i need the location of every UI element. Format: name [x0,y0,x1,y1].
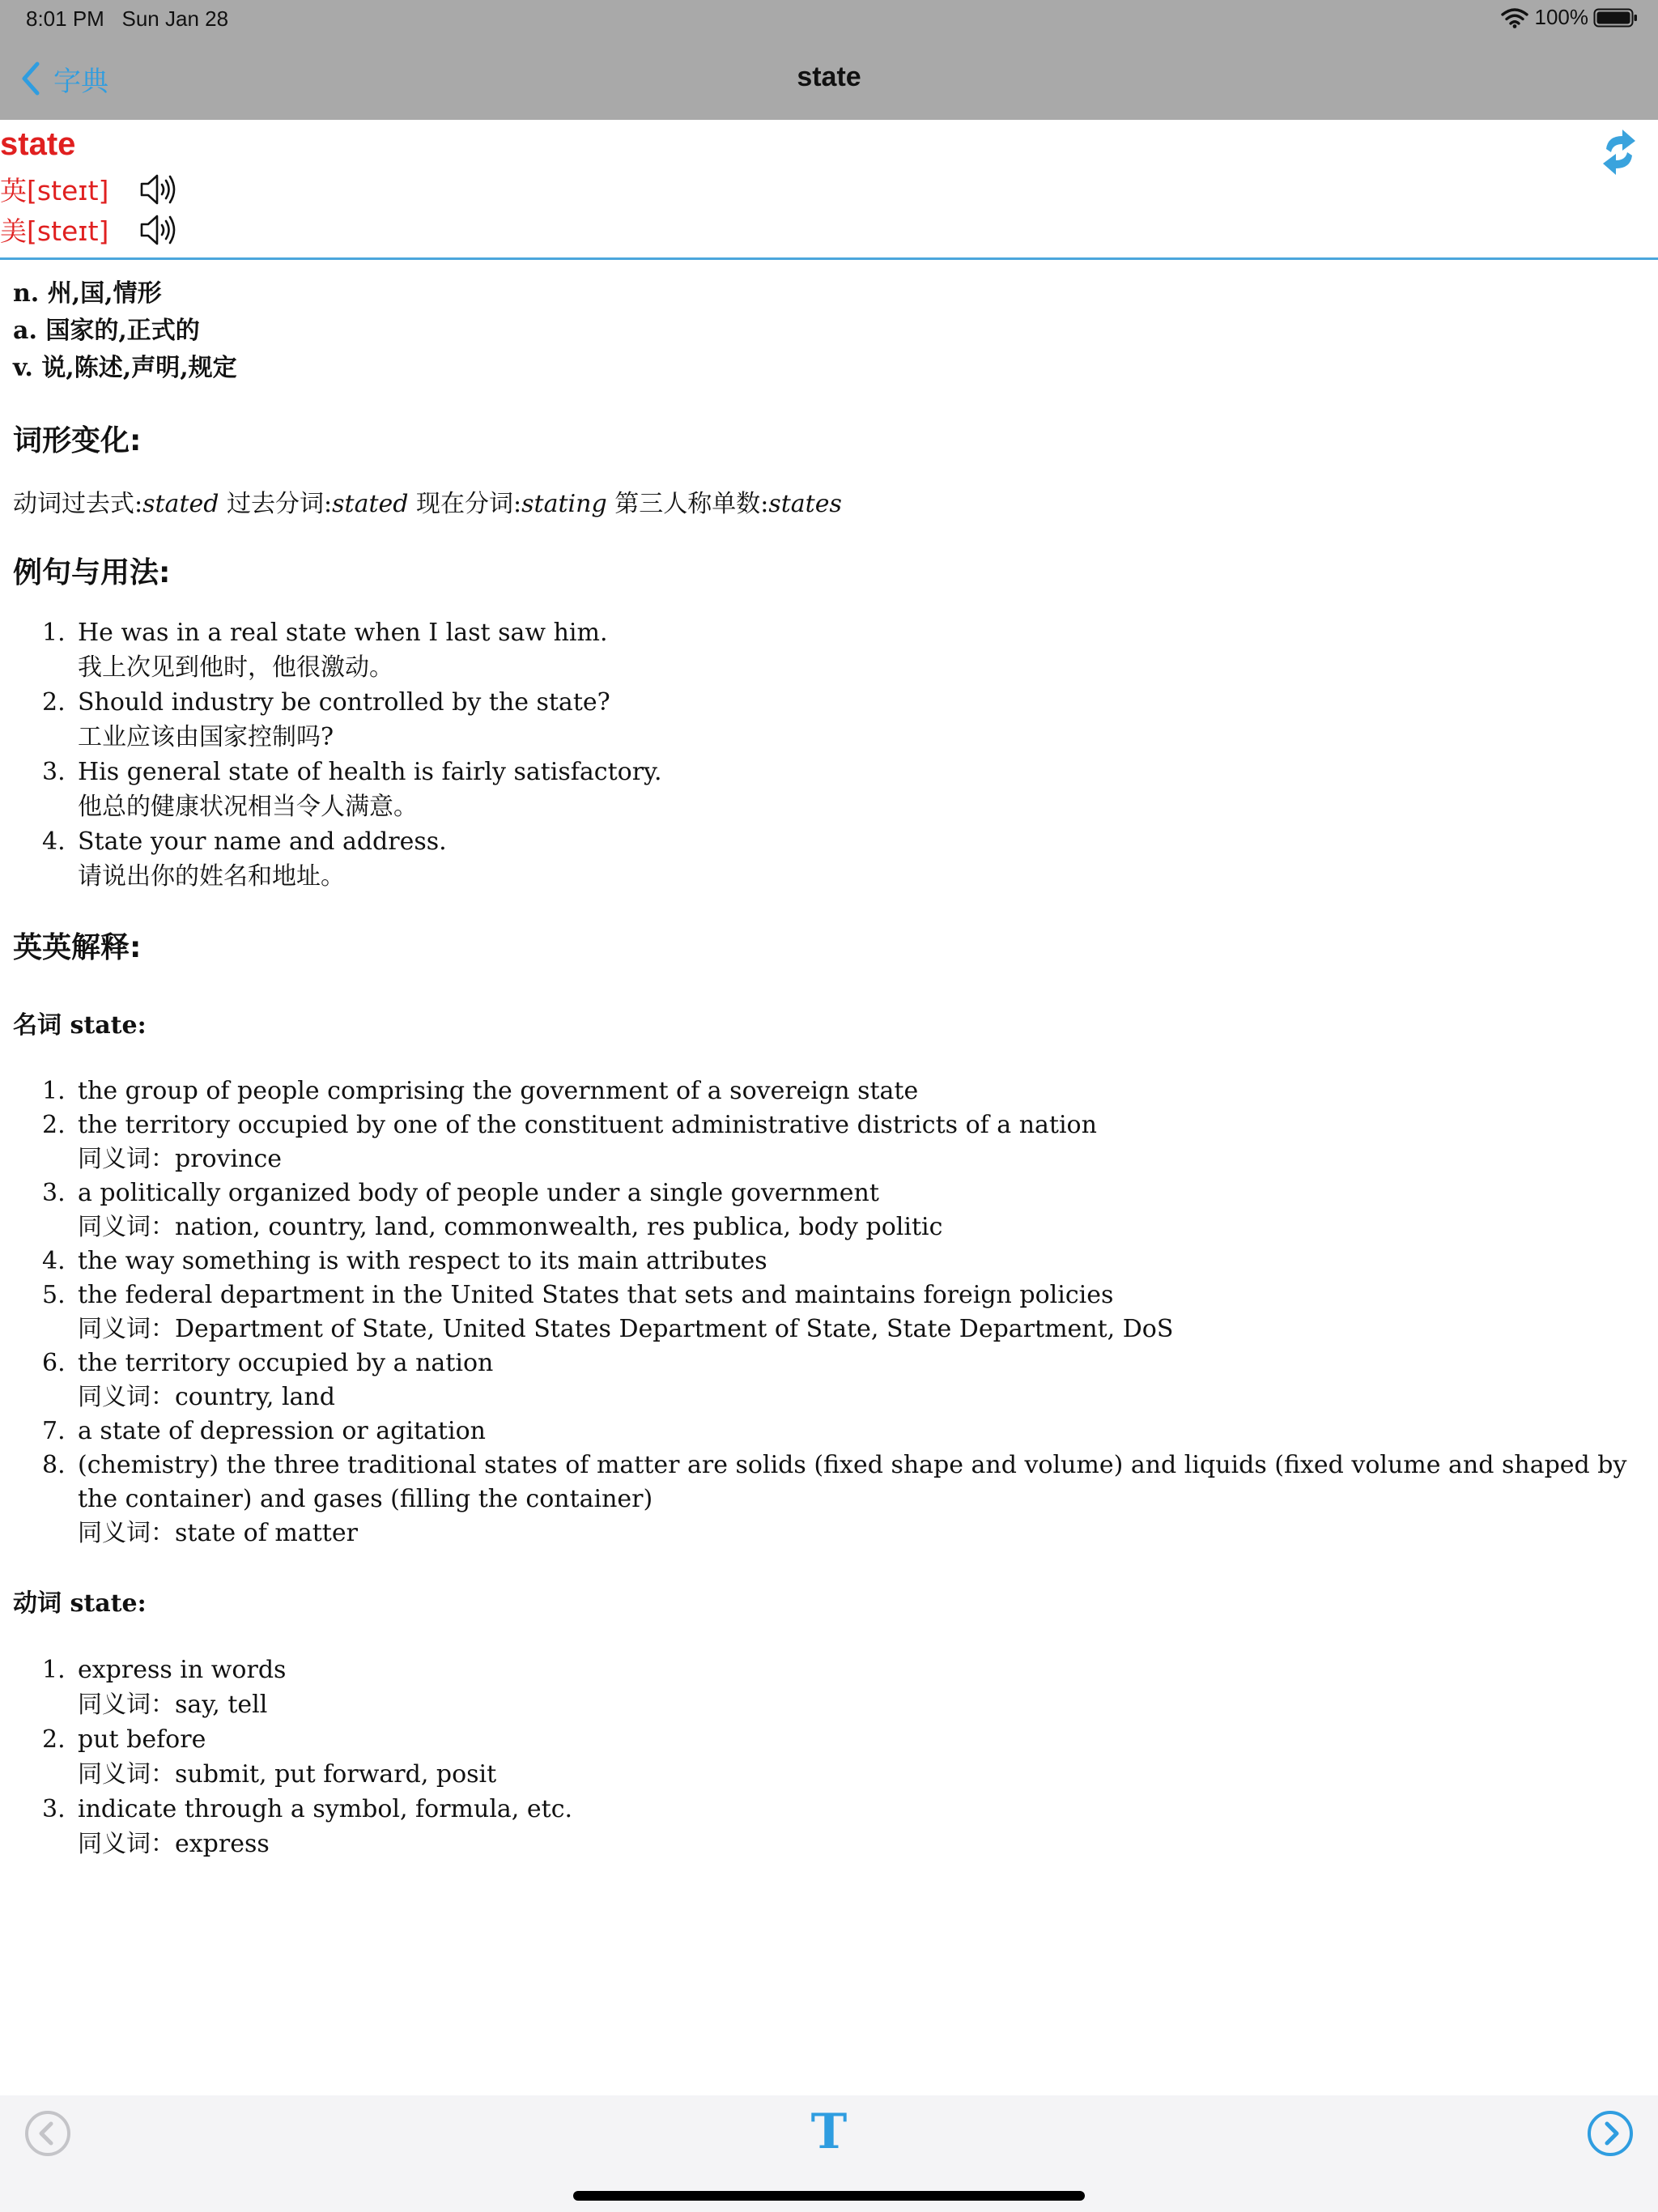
example-number: 2. [42,688,66,717]
sense-text: the group of people comprising the government of a sovereign state [78,1077,919,1105]
definition-text: 州,国,情形 [47,279,162,308]
verb-title: 动词 state: [13,1589,147,1618]
synonym-label: 同义词： [78,1145,175,1173]
sense-text: indicate through a symbol, formula, etc. [78,1795,573,1823]
synonym-line [78,1380,1640,1414]
example-number: 1. [42,619,66,647]
sense-text: the territory occupied by one of the constituent administrative districts of a nation [78,1111,1097,1139]
example-english: He was in a real state when I last saw him. [78,619,608,647]
english-title: 英英解释: [13,931,142,964]
definition-line [13,313,1640,350]
synonym-line [78,1312,1640,1346]
verb-sense-list [13,1653,1640,1861]
synonym-text: Department of State, United States Department of State, State Department, DoS [175,1315,1174,1343]
sense-number: 8. [42,1451,66,1479]
header-divider [0,257,1658,260]
form-value: stated [332,490,409,518]
definition-line [13,350,1640,387]
status-clock: 8:01 PM [26,6,104,31]
sense-number: 2. [42,1111,66,1139]
form-label: 现在分词: [416,490,522,518]
page-title: state [797,62,861,92]
sense-number: 6. [42,1349,66,1377]
example-english: Should industry be controlled by the state? [78,688,610,717]
status-time [26,6,228,32]
example-chinese: 他总的健康状况相当令人满意。 [78,793,418,821]
sense-number: 1. [42,1077,66,1105]
example-number: 4. [42,827,66,856]
form-label: 第三人称单数: [614,490,769,518]
example-english: His general state of health is fairly satisfactory. [78,758,662,786]
part-of-speech: n. [13,279,40,308]
sense-item [13,1346,1640,1414]
example-number: 3. [42,758,66,786]
back-label: 字典 [53,65,108,98]
examples-title: 例句与用法: [13,556,171,589]
example-chinese: 我上次见到他时，他很激动。 [78,653,393,682]
part-of-speech: a. [13,317,37,345]
navigation-bar [0,0,1658,120]
synonym-text: say, tell [175,1691,268,1719]
example-chinese: 请说出你的姓名和地址。 [78,862,345,891]
home-indicator [573,2191,1085,2201]
sense-item [13,1108,1640,1176]
headword: state [0,126,76,162]
uk-phonetic: 英[steɪt] [0,175,109,206]
sense-text: the federal department in the United States that sets and maintains foreign policies [78,1281,1114,1309]
sense-number: 4. [42,1247,66,1275]
sense-number: 1. [42,1656,66,1684]
form-value: stated [142,490,219,518]
us-pronunciation [0,211,176,249]
synonym-label: 同义词： [78,1691,175,1719]
definition-text: 国家的,正式的 [45,317,200,345]
sense-item [13,1074,1640,1108]
uk-pronunciation [0,170,176,208]
sense-item [13,1722,1640,1792]
example-list [13,615,1640,894]
synonym-text: state of matter [175,1519,358,1547]
sense-number: 3. [42,1795,66,1823]
synonym-text: submit, put forward, posit [175,1760,497,1789]
sense-number: 3. [42,1179,66,1207]
forms-title: 词形变化: [13,424,142,457]
sense-item [13,1244,1640,1278]
synonym-label: 同义词： [78,1830,175,1858]
synonym-label: 同义词： [78,1383,175,1411]
synonym-label: 同义词： [78,1760,175,1789]
sense-item [13,1414,1640,1448]
speaker-icon[interactable] [139,172,176,206]
font-size-button[interactable]: T [810,2104,848,2160]
definition-text: 说,陈述,声明,规定 [41,354,237,382]
form-value: stating [521,490,607,518]
sense-text: the way something is with respect to its main attributes [78,1247,767,1275]
sense-number: 2. [42,1725,66,1754]
word-header [0,120,1658,259]
example-item [13,685,1640,755]
synonym-text: nation, country, land, commonwealth, res publica, body politic [175,1213,943,1241]
next-icon[interactable] [1587,2110,1634,2157]
synonym-line [78,1757,1640,1792]
synonym-line [78,1516,1640,1551]
definition-line [13,275,1640,313]
synonym-line [78,1827,1640,1861]
status-date: Sun Jan 28 [121,6,229,31]
refresh-icon[interactable] [1598,128,1640,177]
synonym-line [78,1210,1640,1244]
word-forms [13,483,1640,519]
entry-content [13,275,1640,1861]
us-phonetic: 美[steɪt] [0,215,109,247]
synonym-label: 同义词： [78,1315,175,1343]
sense-text: (chemistry) the three traditional states of matter are solids (fixed shape and volume) and liquids (fixed volume and shaped by the container) and gases (filling the container) [78,1451,1627,1513]
sense-item [13,1448,1640,1551]
sense-item [13,1792,1640,1861]
sense-item [13,1653,1640,1722]
synonym-line [78,1142,1640,1176]
battery-icon [1593,7,1639,28]
example-item [13,824,1640,894]
noun-title: 名词 state: [13,1011,147,1040]
synonym-text: province [175,1145,283,1173]
basic-definitions [13,275,1640,387]
speaker-icon[interactable] [139,213,176,247]
synonym-label: 同义词： [78,1519,175,1547]
example-english: State your name and address. [78,827,447,856]
sense-text: express in words [78,1656,287,1684]
sense-item [13,1176,1640,1244]
wifi-icon [1501,7,1528,28]
synonym-text: express [175,1830,270,1858]
sense-text: the territory occupied by a nation [78,1349,494,1377]
synonym-label: 同义词： [78,1213,175,1241]
noun-sense-list [13,1074,1640,1551]
form-label: 过去分词: [227,490,333,518]
battery-percent: 100% [1534,5,1588,29]
example-item [13,615,1640,685]
sense-item [13,1278,1640,1346]
form-value: states [768,490,842,518]
part-of-speech: v. [13,354,33,382]
sense-text: a politically organized body of people under a single government [78,1179,879,1207]
example-item [13,755,1640,824]
form-label: 动词过去式: [13,490,143,518]
sense-number: 7. [42,1417,66,1445]
sense-text: put before [78,1725,206,1754]
sense-number: 5. [42,1281,66,1309]
synonym-line [78,1687,1640,1722]
synonym-text: country, land [175,1383,335,1411]
example-chinese: 工业应该由国家控制吗? [78,723,334,751]
status-indicators [1501,5,1639,30]
sense-text: a state of depression or agitation [78,1417,486,1445]
